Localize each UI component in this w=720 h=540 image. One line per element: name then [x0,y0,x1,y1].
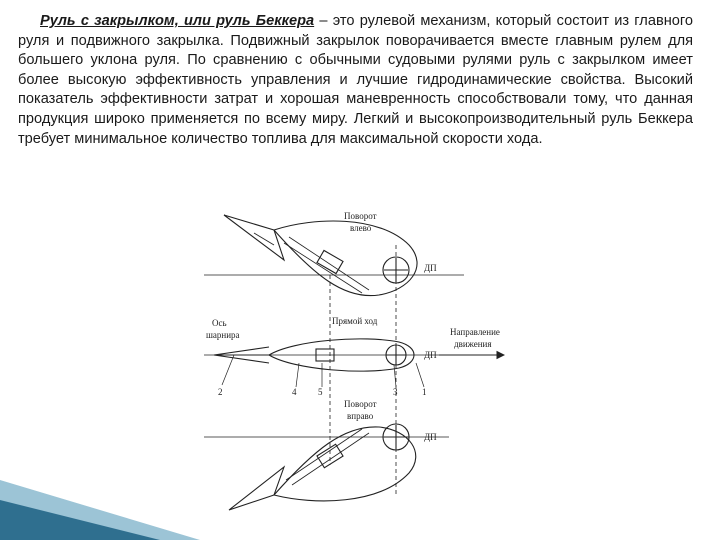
rudder-turn-left [204,215,464,296]
label-num-2: 2 [218,387,223,397]
label-num-5: 5 [318,387,323,397]
label-axis-1: Ось [212,318,227,328]
label-turn-right-1: Поворот [344,399,377,409]
article-paragraph [18,12,693,149]
label-dp-mid: ДП [424,350,437,360]
label-dp-top: ДП [424,263,437,273]
label-num-3: 3 [393,387,398,397]
label-turn-left-2: влево [350,223,372,233]
label-straight: Прямой ход [332,316,378,326]
label-dp-bottom: ДП [424,432,437,442]
label-turn-left-1: Поворот [344,211,377,221]
article-term: Руль с закрылком, или руль Беккера [40,13,315,29]
label-num-4: 4 [292,387,297,397]
label-num-1: 1 [422,387,427,397]
article-body: – это рулевой механизм, который состоит из главного руля и подвижного закрылка. Подвижный закрылок поворачивается вместе главным рулем для большего уклона руля. По сравнению с обычными судовыми рулями руль с закрылком имеет более высокую эффективность управления и лучшие гидродинамические свойства. Высокий показатель эффективности затрат и хорошая маневренность способствовали тому, что данная продукция широко применяется по всему миру. Легкий и высокопроизводительный руль Беккера требует минимальное количество топлива для максимальной скорости хода. [18,13,693,147]
decorative-corner-strip [0,460,200,540]
label-turn-right-2: вправо [347,411,374,421]
becker-rudder-diagram [204,205,524,535]
label-direction-1: Направление [450,327,500,337]
label-axis-2: шарнира [206,330,240,340]
rudder-turn-right [204,424,449,510]
label-direction-2: движения [454,339,492,349]
